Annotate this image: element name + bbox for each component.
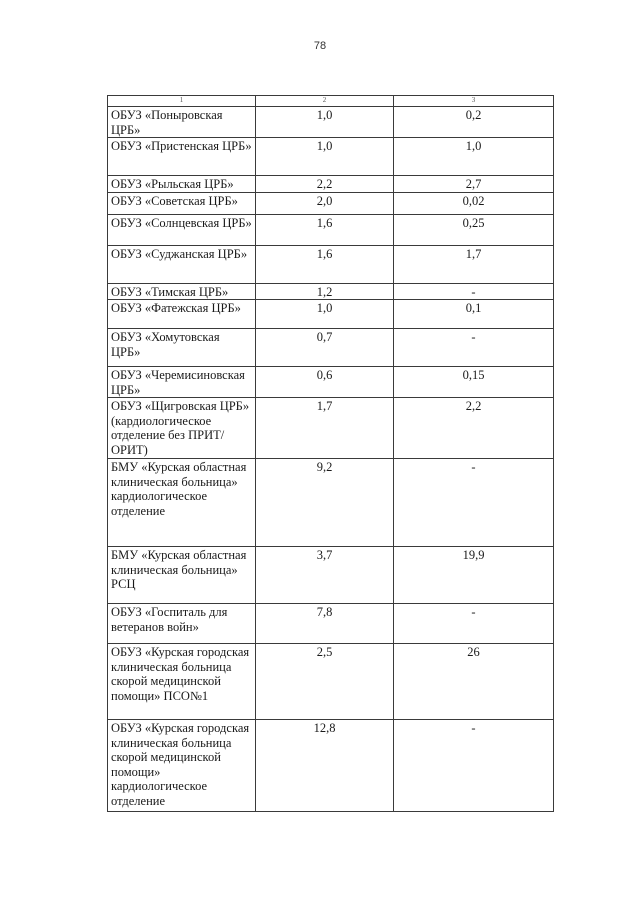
value-col2: 12,8 — [256, 720, 394, 812]
value-col3: 0,2 — [394, 107, 554, 138]
value-col2: 1,6 — [256, 245, 394, 283]
institution-name: ОБУЗ «Щигровская ЦРБ» (кардиологическое отделение без ПРИТ/ОРИТ) — [108, 398, 256, 459]
value-col3: - — [394, 283, 554, 300]
value-col2: 3,7 — [256, 547, 394, 604]
table-row — [108, 644, 554, 720]
institution-name: ОБУЗ «Хомутовская ЦРБ» — [108, 329, 256, 367]
header-cell-3: 3 — [394, 96, 554, 107]
value-col2: 1,6 — [256, 214, 394, 245]
value-col3: 1,0 — [394, 138, 554, 176]
value-col3: 26 — [394, 644, 554, 720]
header-cell-2: 2 — [256, 96, 394, 107]
header-cell-1: 1 — [108, 96, 256, 107]
table-row — [108, 367, 554, 398]
institution-name: ОБУЗ «Советская ЦРБ» — [108, 192, 256, 214]
table-row — [108, 214, 554, 245]
value-col3: - — [394, 720, 554, 812]
value-col2: 0,7 — [256, 329, 394, 367]
value-col2: 2,5 — [256, 644, 394, 720]
institution-name: ОБУЗ «Тимская ЦРБ» — [108, 283, 256, 300]
value-col3: 2,2 — [394, 398, 554, 459]
table-row — [108, 107, 554, 138]
institution-name: ОБУЗ «Госпиталь для ветеранов войн» — [108, 604, 256, 644]
table-row — [108, 192, 554, 214]
value-col2: 0,6 — [256, 367, 394, 398]
table-row — [108, 283, 554, 300]
institution-name: ОБУЗ «Фатежская ЦРБ» — [108, 300, 256, 329]
value-col2: 1,7 — [256, 398, 394, 459]
institution-name: ОБУЗ «Курская городская клиническая больница скорой медицинской помощи» ПСО№1 — [108, 644, 256, 720]
value-col2: 1,0 — [256, 300, 394, 329]
value-col2: 1,0 — [256, 138, 394, 176]
institution-name: ОБУЗ «Курская городская клиническая больница скорой медицинской помощи» кардиологическое отделение — [108, 720, 256, 812]
table-row — [108, 245, 554, 283]
table-row — [108, 604, 554, 644]
value-col3: - — [394, 329, 554, 367]
value-col3: 0,02 — [394, 192, 554, 214]
institution-name: ОБУЗ «Солнцевская ЦРБ» — [108, 214, 256, 245]
institution-name: ОБУЗ «Суджанская ЦРБ» — [108, 245, 256, 283]
table-row — [108, 300, 554, 329]
value-col3: 2,7 — [394, 176, 554, 193]
value-col3: 19,9 — [394, 547, 554, 604]
value-col2: 1,0 — [256, 107, 394, 138]
value-col3: 0,15 — [394, 367, 554, 398]
institution-name: ОБУЗ «Поныровская ЦРБ» — [108, 107, 256, 138]
table-row — [108, 398, 554, 459]
value-col2: 7,8 — [256, 604, 394, 644]
institution-name: БМУ «Курская областная клиническая больница» кардиологическое отделение — [108, 459, 256, 547]
table-row — [108, 329, 554, 367]
table-row — [108, 138, 554, 176]
value-col3: 0,25 — [394, 214, 554, 245]
table-row — [108, 720, 554, 812]
table-row — [108, 176, 554, 193]
value-col3: 1,7 — [394, 245, 554, 283]
table-row — [108, 547, 554, 604]
value-col2: 2,0 — [256, 192, 394, 214]
institution-name: ОБУЗ «Черемисиновская ЦРБ» — [108, 367, 256, 398]
institution-name: БМУ «Курская областная клиническая больница» РСЦ — [108, 547, 256, 604]
value-col2: 9,2 — [256, 459, 394, 547]
table-header-row — [108, 96, 554, 107]
value-col2: 2,2 — [256, 176, 394, 193]
value-col3: 0,1 — [394, 300, 554, 329]
table-row — [108, 459, 554, 547]
value-col2: 1,2 — [256, 283, 394, 300]
value-col3: - — [394, 604, 554, 644]
institution-name: ОБУЗ «Пристенская ЦРБ» — [108, 138, 256, 176]
page-number: 78 — [313, 40, 327, 52]
data-table — [107, 95, 554, 812]
value-col3: - — [394, 459, 554, 547]
institution-name: ОБУЗ «Рыльская ЦРБ» — [108, 176, 256, 193]
